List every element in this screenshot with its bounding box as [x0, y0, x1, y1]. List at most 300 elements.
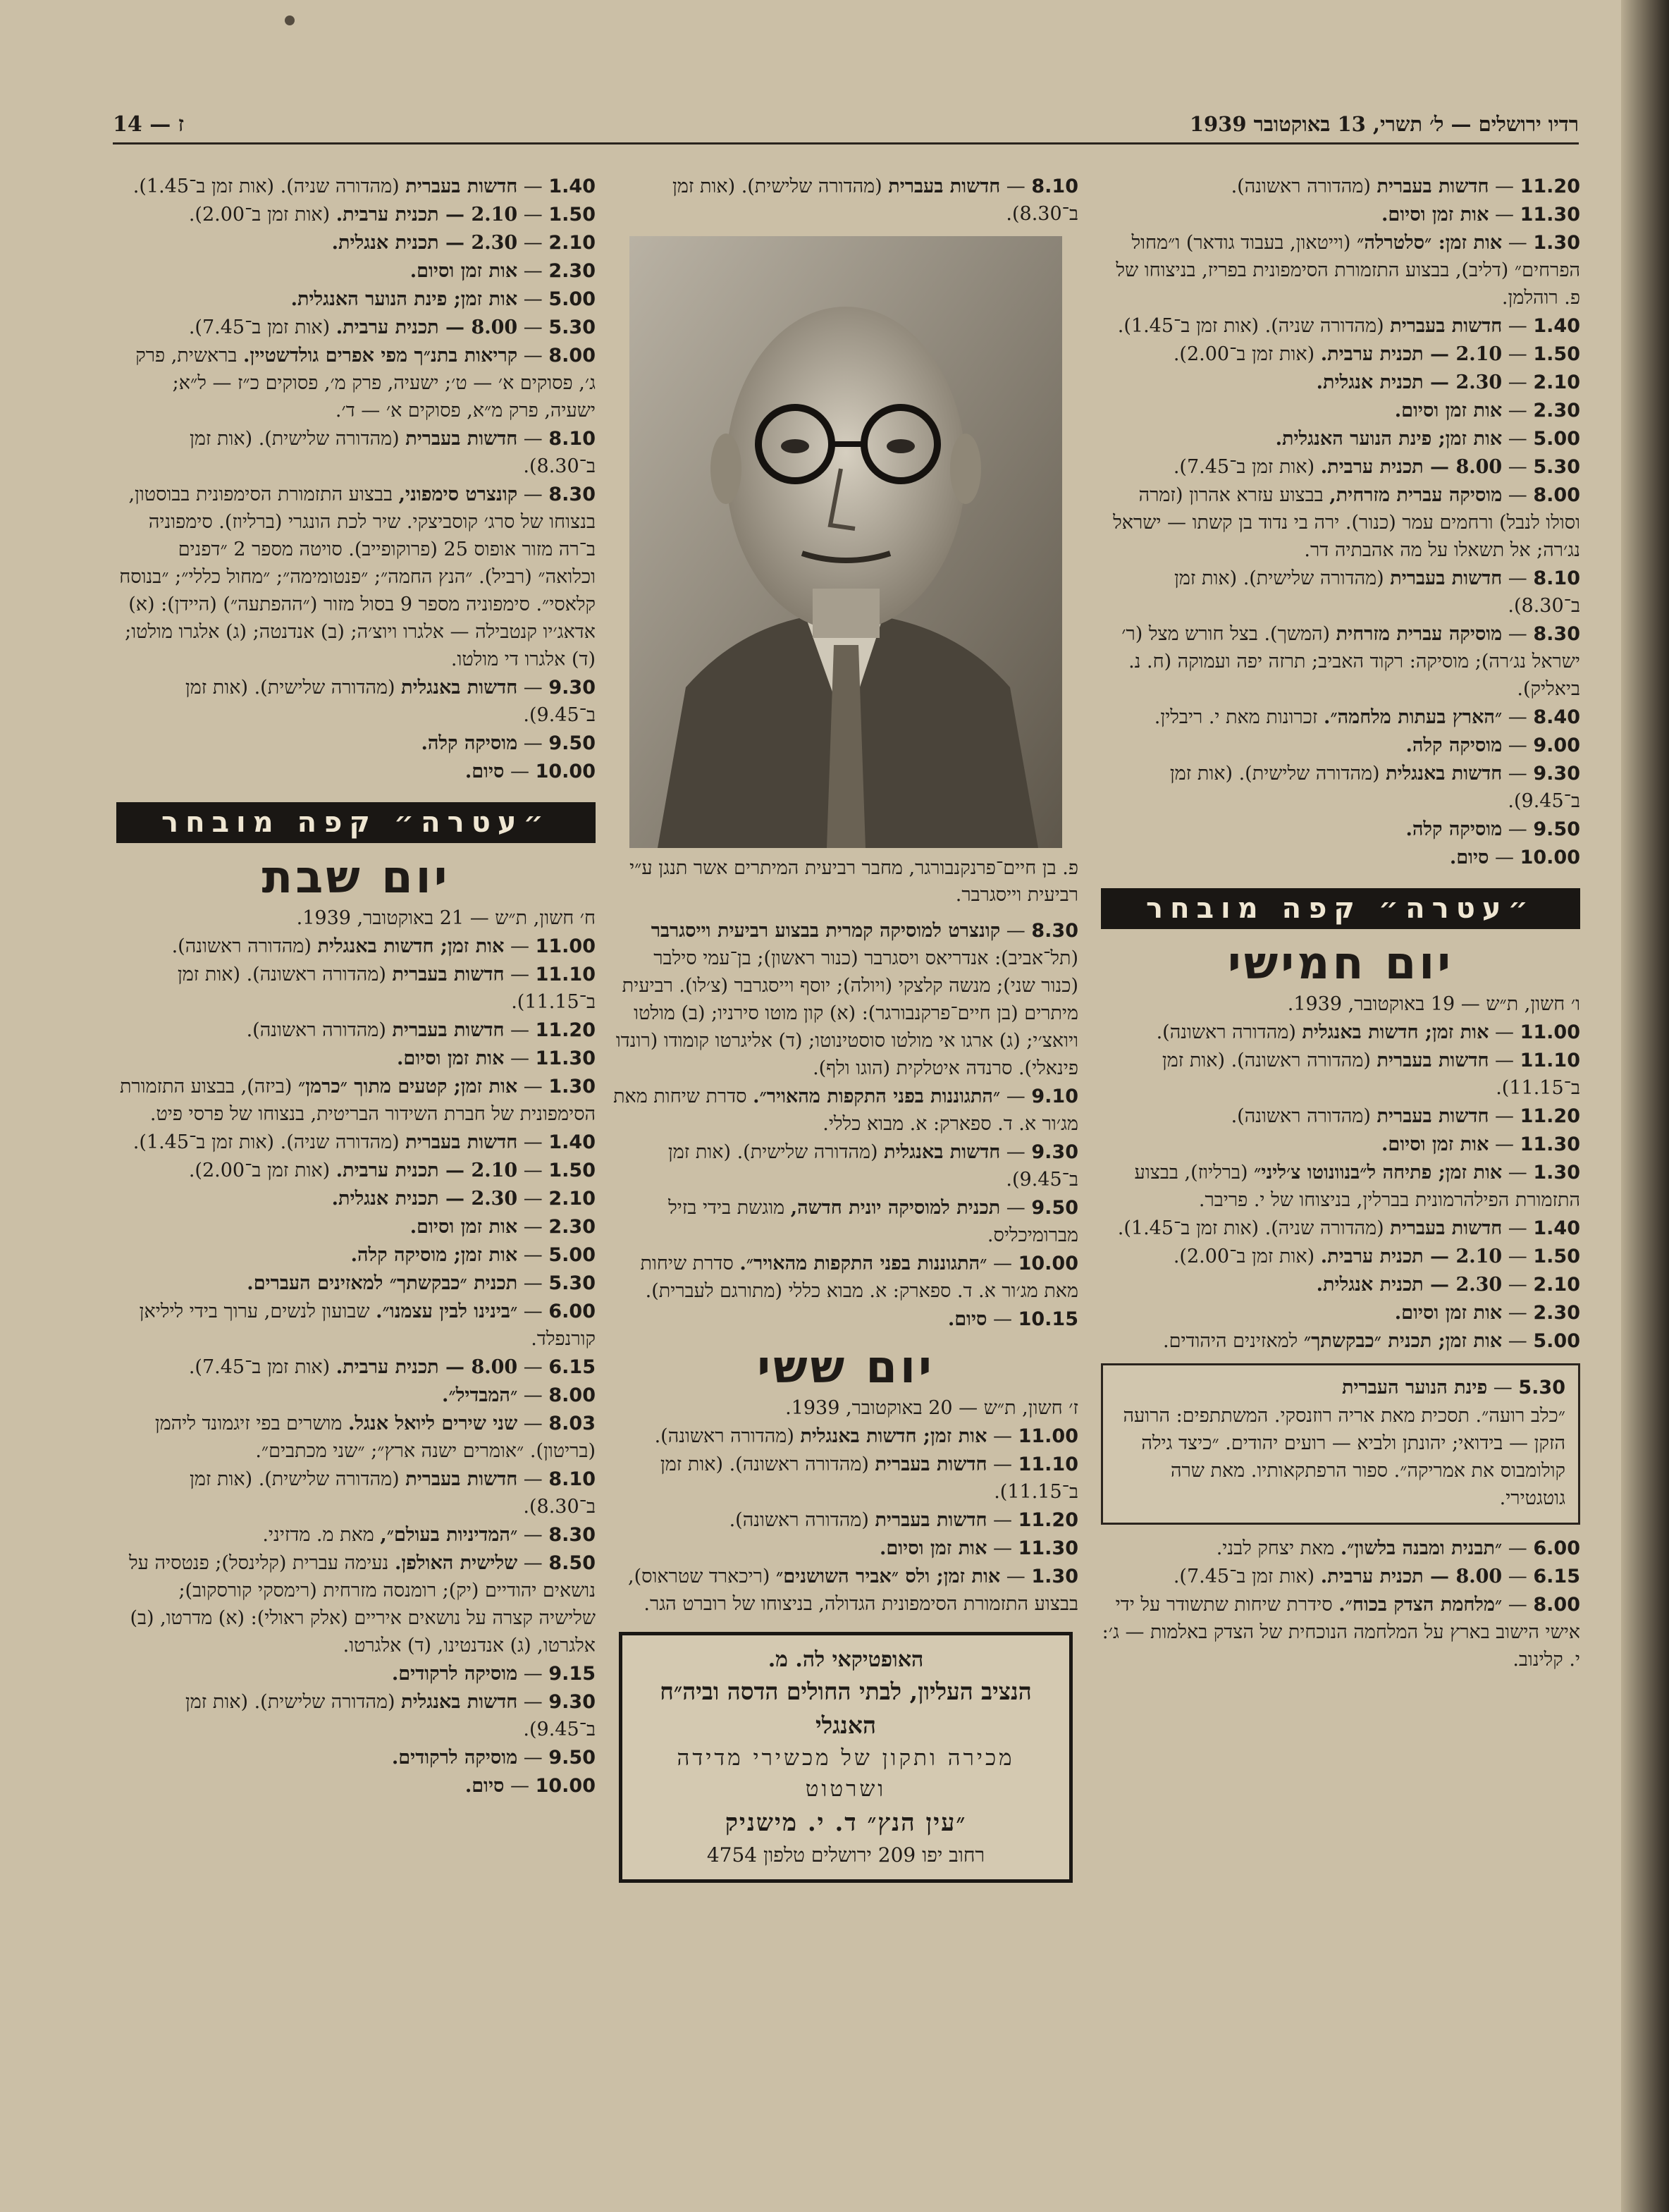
- entry-title: אות זמן וסיום.: [409, 1216, 518, 1238]
- entry-details: (אות זמן ב־2.00).: [1173, 1246, 1315, 1267]
- schedule-entry: 9.00 — מוסיקה קלה.: [1405, 735, 1580, 756]
- entry-time: 2.30: [548, 1216, 596, 1238]
- entry-time: 11.30: [1520, 204, 1580, 226]
- entry-title: אות זמן; ולס ״אביר השושנים״: [776, 1566, 1001, 1587]
- entry-title: חדשות בעברית: [405, 1468, 518, 1490]
- schedule-entry: 1.50 — 2.10 — תכנית ערבית. (אות זמן ב־2.00).: [1173, 1246, 1580, 1267]
- entry-title: אות זמן וסיום.: [1381, 204, 1489, 226]
- thursday-evening-entries: [1101, 1535, 1580, 1673]
- schedule-entry: 1.40 — חדשות בעברית (מהדורה שניה). (אות זמן ב־1.45).: [1117, 315, 1580, 337]
- schedule-entry: 11.00 — אות זמן; חדשות באנגלית (מהדורה ראשונה).: [171, 935, 596, 957]
- entry-details: (מהדורה ראשונה).: [1231, 1105, 1371, 1127]
- entry-time: 2.10: [1533, 1274, 1580, 1296]
- entry-details: (אות זמן ב־2.00).: [188, 204, 331, 226]
- entry-title: קריאות בתנ״ך מפי אפרים גולדשטיין.: [243, 345, 518, 367]
- entry-title: חדשות באנגלית: [401, 677, 518, 699]
- schedule-entry: 8.40 — ״הארץ בעתות מלחמה״. זכרונות מאת י. ריבלין.: [1154, 706, 1580, 728]
- entry-time: 8.50: [548, 1552, 596, 1574]
- entry-title: אות זמן; פינת הנוער האנגלית.: [290, 288, 518, 310]
- entry-title: ״המדיניות בעולם״,: [380, 1524, 518, 1546]
- entry-title: 2.10 — תכנית ערבית.: [1320, 1246, 1503, 1267]
- entry-details: מאת מ. מדזיני.: [262, 1524, 374, 1546]
- entry-title: 2.30 — תכנית אנגלית.: [1316, 1274, 1503, 1296]
- entry-time: 1.40: [548, 176, 596, 197]
- portrait-photo: [629, 236, 1062, 848]
- entry-title: אות זמן וסיום.: [409, 260, 518, 282]
- schedule-entry: 8.10 — חדשות בעברית (מהדורה שלישית). (אות זמן ב־8.30).: [190, 428, 596, 477]
- entry-title: תכנית ״כבקשתך״ למאזינים העברים.: [247, 1272, 518, 1294]
- entry-time: 2.10: [548, 1188, 596, 1210]
- entry-title: אות זמן וסיום.: [1394, 1302, 1503, 1324]
- entry-title: מוסיקה קלה.: [1405, 735, 1503, 756]
- entry-details: למאזינים היהודים.: [1163, 1330, 1298, 1352]
- entry-title: חדשות בעברית: [875, 1454, 987, 1475]
- entry-time: 1.40: [548, 1131, 596, 1153]
- middle-entries: [613, 917, 1078, 1333]
- entry-title: ״התגוננות בפני התקפות מהאויר״.: [753, 1086, 1001, 1107]
- schedule-entry: 1.40 — חדשות בעברית (מהדורה שניה). (אות זמן ב־1.45).: [133, 1131, 596, 1153]
- entry-details: (מהדורה שניה). (אות זמן ב־1.45).: [1117, 315, 1384, 337]
- entry-time: 11.00: [535, 935, 596, 957]
- entry-time: 9.30: [548, 677, 596, 699]
- schedule-entry: 5.30 — 8.00 — תכנית ערבית. (אות זמן ב־7.45).: [1173, 456, 1580, 478]
- entry-title: 2.10 — תכנית ערבית.: [335, 204, 518, 226]
- entry-time: 9.30: [548, 1691, 596, 1713]
- entry-details: סדרת שיחות מאת מג׳ור א. ד. ספארק: א. מבוא כללי (מתורגם לעברית).: [640, 1253, 1078, 1302]
- entry-title: מוסיקה עברית מזרחית,: [1329, 484, 1503, 506]
- schedule-entry: 9.30 — חדשות באנגלית (מהדורה שלישית). (אות זמן ב־9.45).: [667, 1141, 1078, 1191]
- schedule-entry: 8.00 — ״המבדיל״.: [442, 1384, 596, 1406]
- page-title: רדיו ירושלים — ל׳ תשרי, 13 באוקטובר 1939: [1189, 111, 1579, 136]
- schedule-entry: 11.30 — אות זמן וסיום.: [1381, 204, 1580, 226]
- entry-title: 2.30 — תכנית אנגלית.: [331, 232, 518, 254]
- schedule-entry: 10.00 — סיום.: [464, 1775, 596, 1797]
- entry-details: (מהדורה ראשונה).: [1231, 176, 1371, 197]
- entry-time: 1.30: [1031, 1566, 1078, 1587]
- entry-details: בראשית, פרק ג׳, פסוקים א׳ — ט׳; ישעיה, פרק מ׳, פסוקים כ״ז — ל״א; ישעיה, פרק מ״א, פסוקים א׳ — ד׳.: [135, 345, 596, 422]
- schedule-entry: 1.50 — 2.10 — תכנית ערבית. (אות זמן ב־2.00).: [188, 1160, 596, 1181]
- entry-time: 6.15: [548, 1356, 596, 1378]
- ataraa-coffee-ad: ״עטרה״ קפה מובחר: [1101, 888, 1580, 929]
- entry-details: (מהדורה שניה). (אות זמן ב־1.45).: [1117, 1217, 1384, 1239]
- entry-details: (מהדורה ראשונה).: [171, 935, 312, 957]
- entry-title: חדשות בעברית: [1390, 567, 1503, 589]
- entry-details: (ביזה), בבצוע התזמורת הסימפונית של חברת השידור הבריטית, בנצוחו של פרסי פיט.: [119, 1076, 596, 1125]
- schedule-entry: 1.30 — אות זמן; פתיחה ל״בנוונוטו צ׳ליני״ (ברליוז), בבצוע התזמורת הפילהרמונית בברלין, בניצוחו של י. פריבר.: [1134, 1162, 1580, 1211]
- entry-details: (אות זמן ב־7.45).: [1173, 456, 1315, 478]
- entry-details: (מהדורה שלישית). (אות זמן ב־9.45).: [185, 677, 596, 726]
- schedule-entry: 11.10 — חדשות בעברית (מהדורה ראשונה). (אות זמן ב־11.15).: [177, 964, 596, 1013]
- entry-time: 5.00: [548, 1244, 596, 1266]
- entry-time: 8.30: [1533, 623, 1580, 645]
- entry-title: חדשות באנגלית: [1386, 763, 1503, 785]
- entry-title: חדשות בעברית: [405, 428, 518, 450]
- entry-time: 9.50: [1533, 818, 1580, 840]
- entry-time: 8.10: [548, 1468, 596, 1490]
- schedule-entry: 9.50 — מוסיקה לרקודים.: [391, 1747, 596, 1769]
- schedule-entry: 1.40 — חדשות בעברית (מהדורה שניה). (אות זמן ב־1.45).: [1117, 1217, 1580, 1239]
- schedule-entry: 10.00 — סיום.: [1449, 847, 1580, 868]
- entry-details: נעימה עברית (קלינסל); פנטסיה על נושאים יהודיים (יק); רומנסה מזרחית (רימסקי קורסקוב); שלישיה קצרה על נושאים איריים (אלק ראולי): (א) מדרטו, (ב) אלגרטו, (ג) אנדנטינו, (ד) אלגרטו.: [129, 1552, 596, 1657]
- optician-ad-name: ״עין הנץ״ ד. י. מישניק: [725, 1809, 967, 1837]
- entry-title: אות זמן; חדשות באנגלית: [317, 935, 505, 957]
- schedule-entry: 5.00 — אות זמן; פינת הנוער האנגלית.: [1275, 428, 1580, 450]
- entry-time: 6.15: [1533, 1566, 1580, 1587]
- entry-time: 11.30: [535, 1047, 596, 1069]
- entry-details: (מהדורה שלישית). (אות זמן ב־9.45).: [185, 1691, 596, 1740]
- schedule-entry: 11.20 — חדשות בעברית (מהדורה ראשונה).: [729, 1509, 1078, 1531]
- entry-title: שלישית האולפן.: [394, 1552, 518, 1574]
- schedule-entry: 11.10 — חדשות בעברית (מהדורה ראשונה). (אות זמן ב־11.15).: [660, 1454, 1078, 1503]
- entry-title: מוסיקה לרקודים.: [391, 1747, 518, 1769]
- entry-time: 8.10: [1533, 567, 1580, 589]
- entry-title: ״בינינו לבין עצמנו״.: [376, 1301, 518, 1322]
- entry-time: 2.10: [1533, 371, 1580, 393]
- schedule-entry: 9.50 — מוסיקה קלה.: [1405, 818, 1580, 840]
- entry-details: (מהדורה ראשונה).: [1156, 1021, 1296, 1043]
- optician-ad-line-1: האופטיקאי לה. מ.: [768, 1647, 924, 1672]
- schedule-entry: 11.00 — אות זמן; חדשות באנגלית (מהדורה ראשונה).: [654, 1425, 1078, 1447]
- entry-details: מושרים בפי זיגמונד ליהמן (בריטון). ״אומרים ישנה ארץ״; ״שני מכתבים״.: [154, 1413, 596, 1462]
- entry-title: חדשות בעברית: [1390, 315, 1503, 337]
- entry-title: אות זמן; קטעים מתוך ״כרמן״: [298, 1076, 518, 1098]
- entry-time: 11.30: [1520, 1133, 1580, 1155]
- entry-time: 5.00: [1533, 428, 1580, 450]
- entry-title: ״התגוננות בפני התקפות מהאויר״.: [739, 1253, 987, 1274]
- entry-title: תכנית למוסיקה יונית חדשה,: [790, 1197, 1001, 1219]
- entry-title: 8.00 — תכנית ערבית.: [335, 317, 518, 338]
- schedule-entry: 2.10 — 2.30 — תכנית אנגלית.: [331, 232, 596, 254]
- entry-title: 8.00 — תכנית ערבית.: [335, 1356, 518, 1378]
- entry-title: אות זמן; מוסיקה קלה.: [350, 1244, 518, 1266]
- right-entries: [1101, 173, 1580, 871]
- schedule-entry: 8.00 — קריאות בתנ״ך מפי אפרים גולדשטיין. בראשית, פרק ג׳, פסוקים א׳ — ט׳; ישעיה, פרק מ׳, פסוקים כ״ז — ל״א; ישעיה, פרק מ״א, פסוקים א׳ — ד׳.: [135, 345, 596, 422]
- entry-details: שבועון לנשים, ערוך בידי ליליאן קורנפלד.: [139, 1301, 596, 1350]
- entry-time: 1.50: [1533, 1246, 1580, 1267]
- entry-time: 6.00: [1533, 1537, 1580, 1559]
- entry-title: סיום.: [1449, 847, 1489, 868]
- saturday-entries: [116, 933, 596, 1800]
- entry-title: חדשות בעברית: [888, 176, 1001, 197]
- entry-details: (המשך). בצל חורש מצל (ר׳ ישראל נג׳רה); מוסיקה: רקוד האביב; תרזה יפה ועמוקה (ח. נ. ביאליק).: [1121, 623, 1580, 700]
- entry-time: 11.10: [1018, 1454, 1078, 1475]
- entry-details: סידרת שיחות שתשודר על ידי אישי הישוב בארץ על המלחמה הנוכחית של הצדק באלמות — ג׳: י. קלינוב.: [1102, 1594, 1580, 1671]
- schedule-entry: 5.30 — 8.00 — תכנית ערבית. (אות זמן ב־7.45).: [188, 317, 596, 338]
- entry-time: 2.30: [548, 260, 596, 282]
- day-heading-friday: יום ששי: [757, 1341, 935, 1394]
- entry-time: 11.10: [535, 964, 596, 985]
- entry-details: (מהדורה שלישית). (אות זמן ב־8.30).: [1174, 567, 1580, 617]
- entry-time: 9.50: [548, 732, 596, 754]
- entry-details: (מהדורה שלישית). (אות זמן ב־8.30).: [190, 428, 596, 477]
- entry-time: 2.10: [548, 232, 596, 254]
- entry-time: 11.20: [1520, 176, 1580, 197]
- optician-ad-address: רחוב יפו 209 ירושלים טלפון 4754: [706, 1843, 985, 1867]
- entry-time: 9.50: [1031, 1197, 1078, 1219]
- entry-title: חדשות בעברית: [875, 1509, 987, 1531]
- photo-caption: פ. בן חיים־פרנקנבורגר, מחבר רביעית המיתרים אשר תנגן ע״י רביעית וייסגרבר.: [629, 857, 1078, 906]
- schedule-entry: 9.30 — חדשות באנגלית (מהדורה שלישית). (אות זמן ב־9.45).: [185, 1691, 596, 1740]
- entry-title: חדשות באנגלית: [401, 1691, 518, 1713]
- optician-ad-line-2: הנציב העליון, לבתי החולים הדסה וביה״ח האנגלי: [660, 1678, 1032, 1739]
- optician-ad: [619, 1632, 1073, 1883]
- entry-time: 8.00: [548, 1384, 596, 1406]
- entry-title: מוסיקה לרקודים.: [391, 1663, 518, 1685]
- entry-title: סיום.: [464, 761, 505, 782]
- schedule-entry: 2.30 — אות זמן וסיום.: [1394, 1302, 1580, 1324]
- entry-time: 5.00: [548, 288, 596, 310]
- schedule-entry: 9.15 — מוסיקה לרקודים.: [391, 1663, 596, 1685]
- schedule-entry: 6.15 — 8.00 — תכנית ערבית. (אות זמן ב־7.45).: [1173, 1566, 1580, 1587]
- schedule-entry: 11.30 — אות זמן וסיום.: [1381, 1133, 1580, 1155]
- schedule-entry: 5.30 — תכנית ״כבקשתך״ למאזינים העברים.: [247, 1272, 596, 1294]
- entry-details: (ברליוז), בבצוע התזמורת הפילהרמונית בברלין, בניצוחו של י. פריבר.: [1134, 1162, 1580, 1211]
- schedule-entry: 9.50 — תכנית למוסיקה יונית חדשה, מוגשת בידי בזיל מברומיכליס.: [668, 1197, 1078, 1246]
- friday-entries: [613, 1423, 1078, 1618]
- entry-time: 11.30: [1018, 1537, 1078, 1559]
- entry-time: 8.30: [548, 1524, 596, 1546]
- page-edge-shadow: [1621, 0, 1669, 2212]
- right-column: [1101, 173, 1580, 1674]
- entry-title: חדשות בעברית: [1377, 176, 1489, 197]
- entry-time: 1.50: [548, 1160, 596, 1181]
- entry-details: (ריכארד שטראוס), בבצוע התזמורת הסימפונית הגדולה, בניצוחו של רוברט הגר.: [628, 1566, 1078, 1615]
- entry-time: 8.03: [548, 1413, 596, 1434]
- entry-title: ״מלחמת הצדק בכוח״.: [1338, 1594, 1503, 1616]
- schedule-entry: 8.00 — ״מלחמת הצדק בכוח״. סידרת שיחות שתשודר על ידי אישי הישוב בארץ על המלחמה הנוכחית של הצדק באלמות — ג׳: י. קלינוב.: [1102, 1594, 1580, 1671]
- entry-details: (מהדורה ראשונה).: [246, 1019, 386, 1041]
- entry-time: 1.30: [1533, 232, 1580, 254]
- entry-details: (תל־אביב): אנדריאס ויסגרבר (כנור ראשון); בן־עמי סילבר (כנור שני); מנשה קלצקי (ויולה); יוסף וייסגרבר (צ׳לו). רביעית מיתרים (בן חיים־פרקנבורגר): (א) קון מוטו סירניו; (ב) מולטו ויואצ׳י; (ג) ארגו אי מולטו סוסטינוטו; (ד) אליגרטו קומודו (רונדו פינאלי). סרנדה איטלקית (הוגו ולף).: [615, 947, 1078, 1079]
- entry-title: אות זמן; חדשות באנגלית: [1302, 1021, 1489, 1043]
- schedule-entry: 1.30 — אות זמן; קטעים מתוך ״כרמן״ (ביזה), בבצוע התזמורת הסימפונית של חברת השידור הבריטית, בנצוחו של פרסי פיט.: [119, 1076, 596, 1125]
- entry-details: (מהדורה שלישית). (אות זמן ב־9.45).: [667, 1141, 1078, 1191]
- entry-details: (אות זמן ב־2.00).: [188, 1160, 331, 1181]
- entry-title: ״הארץ בעתות מלחמה״.: [1324, 706, 1503, 728]
- schedule-entry: 10.00 — ״התגוננות בפני התקפות מהאויר״. סדרת שיחות מאת מג׳ור א. ד. ספארק: א. מבוא כללי (מתורגם לעברית).: [640, 1253, 1078, 1302]
- entry-title: קונצרט סימפוני,: [398, 484, 518, 505]
- entry-details: (מהדורה ראשונה).: [654, 1425, 794, 1447]
- entry-time: 1.50: [548, 204, 596, 226]
- schedule-entry: 9.50 — מוסיקה קלה.: [421, 732, 596, 754]
- entry-details: (וייטאון, בעבוד גודאר) ו״מחול הפרחים״ (דליב), בבצוע התזמורת הסימפונית בפריז, בניצוחו של פ. רוהלמן.: [1116, 232, 1580, 309]
- entry-title: 2.10 — תכנית ערבית.: [1320, 343, 1503, 365]
- entry-title: אות זמן וסיום.: [396, 1047, 505, 1069]
- entry-time: 11.00: [1520, 1021, 1580, 1043]
- entry-details: (מהדורה ראשונה). (אות זמן ב־11.15).: [660, 1454, 1078, 1503]
- schedule-entry: 11.30 — אות זמן וסיום.: [879, 1537, 1078, 1559]
- schedule-entry: 2.10 — 2.30 — תכנית אנגלית.: [1316, 1274, 1580, 1296]
- entry-details: (אות זמן ב־7.45).: [188, 1356, 331, 1378]
- schedule-entry: 2.30 — אות זמן וסיום.: [409, 1216, 596, 1238]
- entry-time: 9.50: [548, 1747, 596, 1769]
- schedule-entry: 8.03 — שני שירים ליואל אנגל. מושרים בפי זיגמונד ליהמן (בריטון). ״אומרים ישנה ארץ״; ״שני מכתבים״.: [154, 1413, 596, 1462]
- entry-details: (מהדורה ראשונה).: [729, 1509, 869, 1531]
- entry-time: 6.00: [548, 1301, 596, 1322]
- ataraa-coffee-ad: ״עטרה״ קפה מובחר: [116, 802, 596, 843]
- schedule-entry: 1.50 — 2.10 — תכנית ערבית. (אות זמן ב־2.00).: [188, 204, 596, 226]
- entry-details: זכרונות מאת י. ריבלין.: [1154, 706, 1318, 728]
- entry-details: (מהדורה ראשונה). (אות זמן ב־11.15).: [177, 964, 596, 1013]
- schedule-entry: 8.50 — שלישית האולפן. נעימה עברית (קלינסל); פנטסיה על נושאים יהודיים (יק); רומנסה מזרחית (רימסקי קורסקוב); שלישיה קצרה על נושאים איריים (אלק ראולי): (א) מדרטו, (ב) אלגרטו, (ג) אנדנטינו, (ד) אלגרטו.: [129, 1552, 596, 1657]
- optician-ad-line-3: מכירה ותקון של מכשירי מדידה ושרטוט: [677, 1745, 1015, 1802]
- entry-time: 8.40: [1533, 706, 1580, 728]
- entry-title: 8.00 — תכנית ערבית.: [1320, 456, 1503, 478]
- entry-details: (מהדורה שניה). (אות זמן ב־1.45).: [133, 176, 400, 197]
- entry-title: חדשות בעברית: [1377, 1105, 1489, 1127]
- entry-time: 10.00: [535, 761, 596, 782]
- entry-title: חדשות באנגלית: [884, 1141, 1001, 1163]
- entry-title: חדשות בעברית: [405, 1131, 518, 1153]
- entry-details: (אות זמן ב־2.00).: [1173, 343, 1315, 365]
- entry-time: 9.10: [1031, 1086, 1078, 1107]
- schedule-entry: 2.10 — 2.30 — תכנית אנגלית.: [331, 1188, 596, 1210]
- schedule-entry: 9.10 — ״התגוננות בפני התקפות מהאויר״. סדרת שיחות מאת מג׳ור א. ד. ספארק: א. מבוא כללי.: [613, 1086, 1078, 1135]
- entry-details: סדרת שיחות מאת מג׳ור א. ד. ספארק: א. מבוא כללי.: [613, 1086, 1078, 1135]
- entry-title: אות זמן; פתיחה ל״בנוונוטו צ׳ליני״: [1254, 1162, 1503, 1184]
- entry-title: חדשות בעברית: [1377, 1050, 1489, 1071]
- entry-time: 10.00: [1018, 1253, 1078, 1274]
- entry-title: קונצרט למוסיקה קמרית בבצוע רביעית וייסגרבר: [651, 920, 1001, 942]
- schedule-entry: 6.15 — 8.00 — תכנית ערבית. (אות זמן ב־7.45).: [188, 1356, 596, 1378]
- entry-time: 11.20: [1520, 1105, 1580, 1127]
- schedule-entry: 6.00 — ״תבנית ומבנה בלשון״. מאת יצחק לבני.: [1216, 1537, 1580, 1559]
- page-number: ז — 14: [113, 111, 185, 137]
- entry-title: סיום.: [947, 1308, 987, 1330]
- entry-title: ״תבנית ומבנה בלשון״.: [1340, 1537, 1503, 1559]
- entry-details: בבצוע עזרא אהרון (זמרה וסולו לנבל) ורחמים עמר (כנור). ירה בי נדוד בן קשתו — ישראל נג׳רה; אל תשאלו על מה אהבתיה דר.: [1113, 484, 1580, 561]
- entry-time: 1.50: [1533, 343, 1580, 365]
- entry-details: (מהדורה שלישית). (אות זמן ב־8.30).: [190, 1468, 596, 1518]
- thursday-entries: [1101, 1019, 1580, 1355]
- schedule-entry: 2.30 — אות זמן וסיום.: [409, 260, 596, 282]
- entry-time: 11.20: [535, 1019, 596, 1041]
- schedule-entry: 1.40 — חדשות בעברית (מהדורה שניה). (אות זמן ב־1.45).: [133, 176, 596, 197]
- entry-title: אות זמן: ״סלטרלה״: [1357, 232, 1503, 254]
- schedule-entry: 11.20 — חדשות בעברית (מהדורה ראשונה).: [1231, 176, 1580, 197]
- schedule-entry: 10.00 — סיום.: [464, 761, 596, 782]
- entry-title: מוסיקה עברית מזרחית: [1336, 623, 1503, 645]
- entry-time: 8.10: [1031, 176, 1078, 197]
- schedule-entry: 8.30 — קונצרט למוסיקה קמרית בבצוע רביעית וייסגרבר (תל־אביב): אנדריאס ויסגרבר (כנור ראשון); בן־עמי סילבר (כנור שני); מנשה קלצקי (ויולה); יוסף וייסגרבר (צ׳לו). רביעית מיתרים (בן חיים־פרקנבורגר): (א) קון מוטו סירניו; (ב) מולטו ויואצ׳י; (ג) ארגו אי מולטו סוסטינוטו; (ד) אליגרטו קומודו (רונדו פינאלי). סרנדה איטלקית (הוגו ולף).: [615, 920, 1078, 1079]
- entry-time: 5.30: [1533, 456, 1580, 478]
- schedule-entry: 11.30 — אות זמן וסיום.: [396, 1047, 596, 1069]
- entry-title: חדשות בעברית: [405, 176, 518, 197]
- day-date: ז׳ חשון, ת״ש — 20 באוקטובר, 1939.: [785, 1397, 1078, 1419]
- entry-details: מאת יצחק לבני.: [1216, 1537, 1335, 1559]
- entry-details: (אות זמן ב־7.45).: [188, 317, 331, 338]
- entry-time: 8.30: [548, 484, 596, 505]
- schedule-entry: 2.30 — אות זמן וסיום.: [1394, 400, 1580, 422]
- schedule-entry: 5.00 — אות זמן; פינת הנוער האנגלית.: [290, 288, 596, 310]
- entry-time: 8.00: [1533, 1594, 1580, 1616]
- entry-time: 11.10: [1520, 1050, 1580, 1071]
- entry-time: 9.15: [548, 1663, 596, 1685]
- entry-details: (מהדורה ראשונה). (אות זמן ב־11.15).: [1162, 1050, 1580, 1099]
- entry-title: שני שירים ליואל אנגל.: [347, 1413, 518, 1434]
- schedule-entry: 9.30 — חדשות באנגלית (מהדורה שלישית). (אות זמן ב־9.45).: [1169, 763, 1580, 812]
- entry-time: 2.30: [1533, 1302, 1580, 1324]
- entry-time: 9.30: [1533, 763, 1580, 785]
- entry-time: 8.00: [548, 345, 596, 367]
- entry-time: 9.30: [1031, 1141, 1078, 1163]
- entry-time: 1.30: [1533, 1162, 1580, 1184]
- entry-title: חדשות בעברית: [392, 1019, 505, 1041]
- entry-time: 10.00: [1520, 847, 1580, 868]
- entry-time: 1.30: [548, 1076, 596, 1098]
- entry-title: סיום.: [464, 1775, 505, 1797]
- entry-title: אות זמן וסיום.: [1381, 1133, 1489, 1155]
- header-rule: [113, 142, 1579, 145]
- left-column: [116, 173, 596, 1800]
- entry-time: 8.00: [1533, 484, 1580, 506]
- entry-title: 2.10 — תכנית ערבית.: [335, 1160, 518, 1181]
- schedule-entry: 8.30 — ״המדיניות בעולם״, מאת מ. מדזיני.: [262, 1524, 596, 1546]
- entry-title: אות זמן וסיום.: [879, 1537, 987, 1559]
- entry-time: 1.40: [1533, 315, 1580, 337]
- entry-title: 2.30 — תכנית אנגלית.: [331, 1188, 518, 1210]
- schedule-entry: 1.50 — 2.10 — תכנית ערבית. (אות זמן ב־2.00).: [1173, 343, 1580, 365]
- schedule-entry: 8.30 — מוסיקה עברית מזרחית (המשך). בצל חורש מצל (ר׳ ישראל נג׳רה); מוסיקה: רקוד האביב; תרזה יפה ועמוקה (ח. נ. ביאליק).: [1121, 623, 1580, 700]
- entry-title: חדשות בעברית: [392, 964, 505, 985]
- day-date: ו׳ חשון, ת״ש — 19 באוקטובר, 1939.: [1287, 993, 1580, 1015]
- entry-time: 5.30: [548, 1272, 596, 1294]
- entry-title: אות זמן; פינת הנוער האנגלית.: [1275, 428, 1503, 450]
- schedule-entry: 1.30 — אות זמן: ״סלטרלה״ (וייטאון, בעבוד גודאר) ו״מחול הפרחים״ (דליב), בבצוע התזמורת הסימפונית בפריז, בניצוחו של פ. רוהלמן.: [1116, 232, 1580, 309]
- left-entries: [116, 173, 596, 785]
- entry-time: 5.30: [548, 317, 596, 338]
- day-heading-saturday: יום שבת: [261, 852, 450, 904]
- entry-details: (מהדורה שניה). (אות זמן ב־1.45).: [133, 1131, 400, 1153]
- entry-title: ״המבדיל״.: [442, 1384, 518, 1406]
- entry-details: בבצוע התזמורת הסימפונית בבוסטון, בנצוחו של סרג׳ קוסביצקי. שיר לכת הונגרי (ברליוז). סימפוניה ב־רה מזור אופוס 25 (פרוקופייב). סויטה מספר 2 ״דפנים וכלואה״ (רביל). ״הנץ החמה״; ״פנטומימה״; ״מחול כללי״; ״בנוסח קלאסי״. סימפוניה מספר 9 בסול מזור (״ההפתעה״) (היידן): (א) אדאג׳יו קנטבילה — אלגרו ויוצ׳ה; (ב) אנדנטה; (ג) אלגרו מולטו; (ד) אלגרו די מולטו.: [119, 484, 596, 670]
- schedule-entry: 11.00 — אות זמן; חדשות באנגלית (מהדורה ראשונה).: [1156, 1021, 1580, 1043]
- punch-hole-mark: [285, 16, 295, 25]
- entry-time: 8.30: [1031, 920, 1078, 942]
- entry-title: 2.30 — תכנית אנגלית.: [1316, 371, 1503, 393]
- schedule-entry: 2.10 — 2.30 — תכנית אנגלית.: [1316, 371, 1580, 393]
- schedule-entry: 6.00 — ״בינינו לבין עצמנו״. שבועון לנשים, ערוך בידי ליליאן קורנפלד.: [139, 1301, 596, 1350]
- schedule-entry: 8.10 — חדשות בעברית (מהדורה שלישית). (אות זמן ב־8.30).: [1174, 567, 1580, 617]
- entry-details: (מהדורה שלישית). (אות זמן ב־8.30).: [672, 176, 1078, 225]
- day-date: ח׳ חשון, ת״ש — 21 באוקטובר, 1939.: [296, 907, 596, 929]
- entry-time: 11.20: [1018, 1509, 1078, 1531]
- schedule-entry: 11.10 — חדשות בעברית (מהדורה ראשונה). (אות זמן ב־11.15).: [1162, 1050, 1580, 1099]
- schedule-entry: 8.10 — חדשות בעברית (מהדורה שלישית). (אות זמן ב־8.30).: [672, 176, 1078, 225]
- day-heading-thursday: יום חמישי: [1227, 938, 1454, 990]
- entry-time: 5.00: [1533, 1330, 1580, 1352]
- schedule-entry: 5.00 — אות זמן; תכנית ״כבקשתך״ למאזינים היהודים.: [1163, 1330, 1580, 1352]
- schedule-entry: 8.00 — מוסיקה עברית מזרחית, בבצוע עזרא אהרון (זמרה וסולו לנבל) ורחמים עמר (כנור). ירה בי נדוד בן קשתו — ישראל נג׳רה; אל תשאלו על מה אהבתיה דר.: [1113, 484, 1580, 561]
- entry-time: 10.15: [1018, 1308, 1078, 1330]
- entry-time: 10.00: [535, 1775, 596, 1797]
- entry-title: אות זמן; תכנית ״כבקשתך״: [1303, 1330, 1503, 1352]
- page-header: [113, 106, 1579, 142]
- schedule-entry: 5.00 — אות זמן; מוסיקה קלה.: [350, 1244, 596, 1266]
- schedule-entry: 9.30 — חדשות באנגלית (מהדורה שלישית). (אות זמן ב־9.45).: [185, 677, 596, 726]
- schedule-entry: 1.30 — אות זמן; ולס ״אביר השושנים״ (ריכארד שטראוס), בבצוע התזמורת הסימפונית הגדולה, בניצוחו של רוברט הגר.: [628, 1566, 1078, 1615]
- middle-top-entries: [613, 173, 1078, 228]
- schedule-entry: 8.30 — קונצרט סימפוני, בבצוע התזמורת הסימפונית בבוסטון, בנצוחו של סרג׳ קוסביצקי. שיר לכת הונגרי (ברליוז). סימפוניה ב־רה מזור אופוס 25 (פרוקופייב). סויטה מספר 2 ״דפנים וכלואה״ (רביל). ״הנץ החמה״; ״פנטומימה״; ״מחול כללי״; ״בנוסח קלאסי״. סימפוניה מספר 9 בסול מזור (״ההפתעה״) (היידן): (א) אדאג׳יו קנטבילה — אלגרו ויוצ׳ה; (ב) אנדנטה; (ג) אלגרו מולטו; (ד) אלגרו די מולטו.: [119, 484, 596, 670]
- entry-time: 1.40: [1533, 1217, 1580, 1239]
- entry-time: 2.30: [1533, 400, 1580, 422]
- entry-title: אות זמן וסיום.: [1394, 400, 1503, 422]
- hebrew-youth-corner-box: 5.30 — פינת הנוער העברית ״כלב רועה״. תסכית מאת אריה רוזנסקי. המשתתפים: הרועה הזקן — בידואי; יהונתן ולביא — רועים יהודים. ״כיצד גילה קולומבוס את אמריקה״. ספור הרפתקאותיו. מאת שרה גוטגטירי.: [1101, 1363, 1580, 1525]
- entry-details: (מהדורה שלישית). (אות זמן ב־9.45).: [1169, 763, 1580, 812]
- middle-column: [613, 173, 1078, 1883]
- entry-title: מוסיקה קלה.: [1405, 818, 1503, 840]
- schedule-entry: 10.15 — סיום.: [947, 1308, 1078, 1330]
